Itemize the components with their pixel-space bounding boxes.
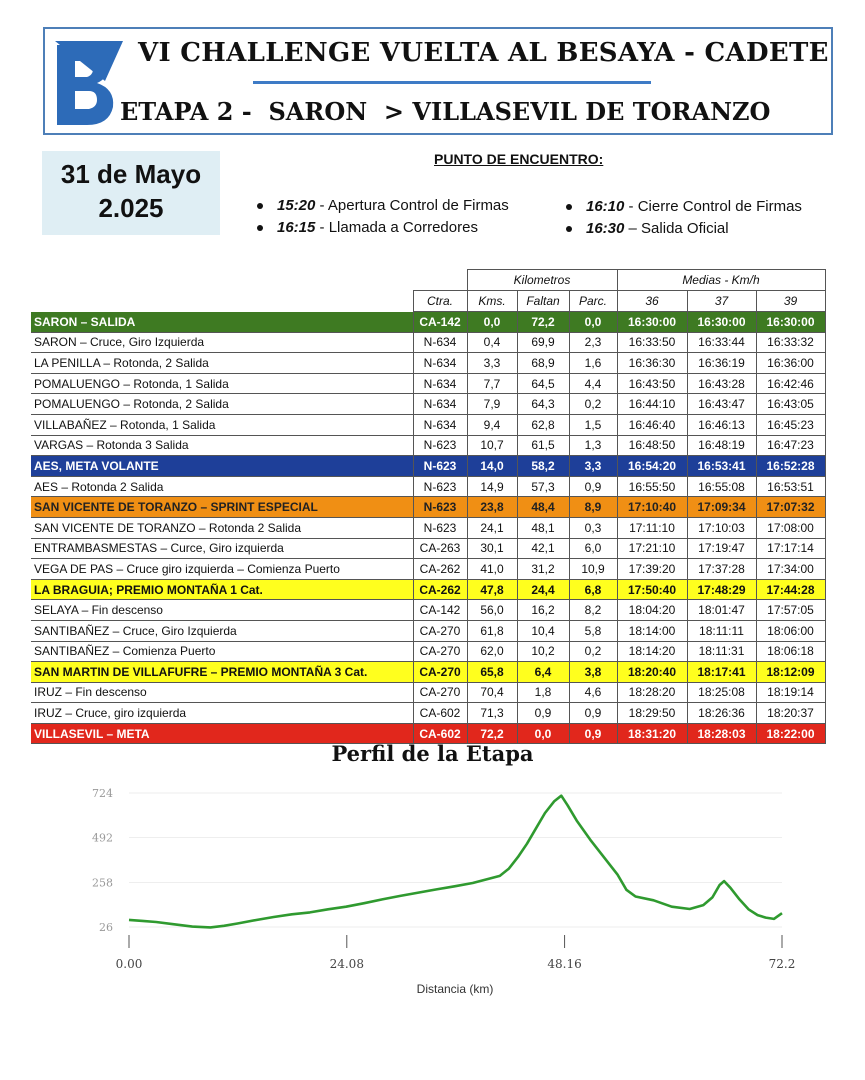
row-parc: 0,9 <box>569 703 617 724</box>
row-road: N-623 <box>413 517 467 538</box>
table-row <box>31 538 825 559</box>
row-road: N-634 <box>413 394 467 415</box>
table-row <box>31 332 825 353</box>
row-t36: 16:54:20 <box>617 456 687 477</box>
row-left: 72,2 <box>517 312 569 333</box>
profile-title: Perfil de la Etapa <box>331 741 534 766</box>
row-t36: 16:33:50 <box>617 332 687 353</box>
row-location: SAN VICENTE DE TORANZO – SPRINT ESPECIAL <box>31 497 413 518</box>
row-t39: 16:45:23 <box>756 414 825 435</box>
row-left: 48,1 <box>517 517 569 538</box>
row-location: ENTRAMBASMESTAS – Curce, Giro izquierda <box>31 538 413 559</box>
row-km: 30,1 <box>467 538 517 559</box>
row-t39: 17:07:32 <box>756 497 825 518</box>
row-t37: 16:43:28 <box>687 373 756 394</box>
col-kms: Kms. <box>467 291 517 312</box>
row-km: 14,9 <box>467 476 517 497</box>
row-location: POMALUENGO – Rotonda, 2 Salida <box>31 394 413 415</box>
schedule-time: 15:20 <box>277 197 316 214</box>
row-road: N-623 <box>413 497 467 518</box>
table-row <box>31 600 825 621</box>
row-km: 3,3 <box>467 353 517 374</box>
row-road: N-634 <box>413 353 467 374</box>
row-t37: 18:01:47 <box>687 600 756 621</box>
row-t39: 18:06:00 <box>756 620 825 641</box>
row-km: 7,9 <box>467 394 517 415</box>
x-tick-label: 72.2 <box>768 957 796 971</box>
row-road: CA-270 <box>413 662 467 683</box>
row-t39: 16:33:32 <box>756 332 825 353</box>
row-t39: 16:43:05 <box>756 394 825 415</box>
stage-title: ETAPA 2 - SARON > VILLASEVIL DE TORANZO <box>120 97 771 126</box>
row-parc: 0,2 <box>569 641 617 662</box>
table-row <box>31 579 825 600</box>
row-t39: 17:57:05 <box>756 600 825 621</box>
row-t39: 17:17:14 <box>756 538 825 559</box>
row-location: SELAYA – Fin descenso <box>31 600 413 621</box>
date-day: 31 de Mayo <box>60 159 202 189</box>
title-divider <box>253 81 651 84</box>
row-parc: 1,6 <box>569 353 617 374</box>
row-t39: 16:42:46 <box>756 373 825 394</box>
row-left: 48,4 <box>517 497 569 518</box>
row-location: SARON – Cruce, Giro Izquierda <box>31 332 413 353</box>
row-t37: 16:46:13 <box>687 414 756 435</box>
row-parc: 0,0 <box>569 312 617 333</box>
table-row <box>31 559 825 580</box>
row-left: 1,8 <box>517 682 569 703</box>
row-t36: 17:21:10 <box>617 538 687 559</box>
row-parc: 5,8 <box>569 620 617 641</box>
row-t39: 18:22:00 <box>756 723 825 744</box>
row-left: 58,2 <box>517 456 569 477</box>
row-parc: 3,3 <box>569 456 617 477</box>
row-t37: 18:28:03 <box>687 723 756 744</box>
row-road: N-623 <box>413 456 467 477</box>
bullet-icon <box>257 225 263 231</box>
row-t36: 16:48:50 <box>617 435 687 456</box>
row-t39: 16:47:23 <box>756 435 825 456</box>
row-parc: 1,5 <box>569 414 617 435</box>
row-t37: 18:17:41 <box>687 662 756 683</box>
row-location: LA PENILLA – Rotonda, 2 Salida <box>31 353 413 374</box>
date-year: 2.025 <box>98 193 164 223</box>
row-km: 14,0 <box>467 456 517 477</box>
row-km: 56,0 <box>467 600 517 621</box>
row-km: 70,4 <box>467 682 517 703</box>
schedule-text: – Salida Oficial <box>624 220 729 237</box>
y-tick-label: 26 <box>99 921 113 934</box>
row-location: AES, META VOLANTE <box>31 456 413 477</box>
y-tick-label: 492 <box>92 831 113 845</box>
row-t39: 18:12:09 <box>756 662 825 683</box>
row-km: 24,1 <box>467 517 517 538</box>
row-road: N-634 <box>413 332 467 353</box>
row-location: IRUZ – Fin descenso <box>31 682 413 703</box>
table-row <box>31 414 825 435</box>
schedule-text: - Cierre Control de Firmas <box>624 198 802 215</box>
row-t37: 17:37:28 <box>687 559 756 580</box>
row-t36: 16:46:40 <box>617 414 687 435</box>
row-km: 47,8 <box>467 579 517 600</box>
row-left: 6,4 <box>517 662 569 683</box>
row-location: IRUZ – Cruce, giro izquierda <box>31 703 413 724</box>
group-km: Kilometros <box>467 270 617 291</box>
col-39: 39 <box>756 291 825 312</box>
y-tick-label: 724 <box>92 787 113 800</box>
row-road: N-634 <box>413 414 467 435</box>
row-km: 62,0 <box>467 641 517 662</box>
row-road: CA-270 <box>413 620 467 641</box>
row-location: VARGAS – Rotonda 3 Salida <box>31 435 413 456</box>
x-tick-label: 0.00 <box>115 957 143 971</box>
row-parc: 6,8 <box>569 579 617 600</box>
schedule-item <box>257 197 509 214</box>
row-road: CA-602 <box>413 723 467 744</box>
row-left: 42,1 <box>517 538 569 559</box>
row-t39: 16:53:51 <box>756 476 825 497</box>
row-t37: 17:10:03 <box>687 517 756 538</box>
row-t39: 18:20:37 <box>756 703 825 724</box>
schedule-time: 16:15 <box>277 219 316 236</box>
row-road: CA-263 <box>413 538 467 559</box>
x-tick-label: 24.08 <box>329 957 364 971</box>
table-row <box>31 435 825 456</box>
row-parc: 10,9 <box>569 559 617 580</box>
row-road: CA-262 <box>413 579 467 600</box>
row-t37: 18:26:36 <box>687 703 756 724</box>
col-parc: Parc. <box>569 291 617 312</box>
row-t37: 16:43:47 <box>687 394 756 415</box>
table-row <box>31 394 825 415</box>
row-t37: 17:48:29 <box>687 579 756 600</box>
row-location: SANTIBAÑEZ – Comienza Puerto <box>31 641 413 662</box>
row-t37: 16:30:00 <box>687 312 756 333</box>
row-t36: 18:04:20 <box>617 600 687 621</box>
schedule-item <box>566 220 729 237</box>
table-group-header <box>31 270 825 291</box>
x-axis-label: Distancia (km) <box>416 982 494 996</box>
bullet-icon <box>566 226 572 232</box>
table-column-header <box>31 291 825 312</box>
row-t36: 16:30:00 <box>617 312 687 333</box>
row-t36: 16:36:30 <box>617 353 687 374</box>
row-left: 24,4 <box>517 579 569 600</box>
row-t37: 16:53:41 <box>687 456 756 477</box>
elevation-profile-chart <box>0 770 865 1000</box>
row-t39: 17:08:00 <box>756 517 825 538</box>
row-t39: 18:19:14 <box>756 682 825 703</box>
row-left: 68,9 <box>517 353 569 374</box>
schedule-item <box>566 198 802 215</box>
row-t39: 16:52:28 <box>756 456 825 477</box>
row-left: 69,9 <box>517 332 569 353</box>
row-t36: 17:11:10 <box>617 517 687 538</box>
table-row <box>31 620 825 641</box>
elevation-line <box>129 796 782 928</box>
row-t36: 17:50:40 <box>617 579 687 600</box>
date-box <box>42 151 220 235</box>
group-speed: Medias - Km/h <box>617 270 825 291</box>
row-location: SANTIBAÑEZ – Cruce, Giro Izquierda <box>31 620 413 641</box>
row-location: AES – Rotonda 2 Salida <box>31 476 413 497</box>
row-left: 16,2 <box>517 600 569 621</box>
row-km: 65,8 <box>467 662 517 683</box>
row-road: CA-142 <box>413 312 467 333</box>
row-parc: 0,3 <box>569 517 617 538</box>
row-parc: 0,2 <box>569 394 617 415</box>
table-row <box>31 312 825 333</box>
row-parc: 0,9 <box>569 476 617 497</box>
row-left: 62,8 <box>517 414 569 435</box>
row-parc: 1,3 <box>569 435 617 456</box>
event-title: VI CHALLENGE VUELTA AL BESAYA - CADETE <box>138 38 829 68</box>
row-parc: 8,9 <box>569 497 617 518</box>
table-row <box>31 476 825 497</box>
meeting-title: PUNTO DE ENCUENTRO: <box>434 151 604 167</box>
row-t37: 18:11:11 <box>687 620 756 641</box>
row-km: 10,7 <box>467 435 517 456</box>
row-t39: 18:06:18 <box>756 641 825 662</box>
row-parc: 8,2 <box>569 600 617 621</box>
row-parc: 4,4 <box>569 373 617 394</box>
col-ctra: Ctra. <box>413 291 467 312</box>
row-parc: 6,0 <box>569 538 617 559</box>
row-km: 0,0 <box>467 312 517 333</box>
row-t39: 16:36:00 <box>756 353 825 374</box>
row-location: SAN MARTIN DE VILLAFUFRE – PREMIO MONTAÑA 3 Cat. <box>31 662 413 683</box>
row-left: 0,9 <box>517 703 569 724</box>
table-row <box>31 662 825 683</box>
table-row <box>31 517 825 538</box>
bullet-icon <box>566 204 572 210</box>
row-left: 61,5 <box>517 435 569 456</box>
row-t37: 16:33:44 <box>687 332 756 353</box>
row-parc: 0,9 <box>569 723 617 744</box>
row-t36: 18:28:20 <box>617 682 687 703</box>
row-t39: 17:44:28 <box>756 579 825 600</box>
schedule-time: 16:30 <box>586 220 625 237</box>
col-36: 36 <box>617 291 687 312</box>
row-road: N-634 <box>413 373 467 394</box>
row-left: 10,4 <box>517 620 569 641</box>
x-tick-label: 48.16 <box>547 957 582 971</box>
row-t37: 16:48:19 <box>687 435 756 456</box>
table-row <box>31 682 825 703</box>
schedule-text: - Llamada a Corredores <box>315 219 478 236</box>
row-left: 10,2 <box>517 641 569 662</box>
row-km: 72,2 <box>467 723 517 744</box>
row-km: 7,7 <box>467 373 517 394</box>
row-left: 64,3 <box>517 394 569 415</box>
row-location: SAN VICENTE DE TORANZO – Rotonda 2 Salida <box>31 517 413 538</box>
row-t36: 18:29:50 <box>617 703 687 724</box>
table-row <box>31 353 825 374</box>
row-road: N-623 <box>413 476 467 497</box>
schedule-time: 16:10 <box>586 198 625 215</box>
row-parc: 4,6 <box>569 682 617 703</box>
row-t36: 18:20:40 <box>617 662 687 683</box>
row-km: 23,8 <box>467 497 517 518</box>
row-location: SARON – SALIDA <box>31 312 413 333</box>
row-t36: 16:55:50 <box>617 476 687 497</box>
row-left: 0,0 <box>517 723 569 744</box>
table-row <box>31 456 825 477</box>
row-road: CA-262 <box>413 559 467 580</box>
table-row <box>31 703 825 724</box>
row-t37: 16:55:08 <box>687 476 756 497</box>
row-t37: 18:11:31 <box>687 641 756 662</box>
row-left: 64,5 <box>517 373 569 394</box>
row-km: 41,0 <box>467 559 517 580</box>
col-37: 37 <box>687 291 756 312</box>
bullet-icon <box>257 203 263 209</box>
row-t36: 18:14:00 <box>617 620 687 641</box>
row-location: VILLABAÑEZ – Rotonda, 1 Salida <box>31 414 413 435</box>
route-table <box>31 269 826 744</box>
row-km: 0,4 <box>467 332 517 353</box>
row-t36: 17:10:40 <box>617 497 687 518</box>
row-t36: 16:44:10 <box>617 394 687 415</box>
row-road: CA-270 <box>413 682 467 703</box>
row-t36: 18:31:20 <box>617 723 687 744</box>
row-t37: 17:19:47 <box>687 538 756 559</box>
row-location: VILLASEVIL – META <box>31 723 413 744</box>
col-faltan: Faltan <box>517 291 569 312</box>
table-row <box>31 641 825 662</box>
table-row <box>31 373 825 394</box>
row-road: CA-270 <box>413 641 467 662</box>
row-t37: 17:09:34 <box>687 497 756 518</box>
row-road: CA-602 <box>413 703 467 724</box>
row-km: 71,3 <box>467 703 517 724</box>
row-parc: 2,3 <box>569 332 617 353</box>
y-tick-label: 258 <box>92 876 113 890</box>
row-t39: 16:30:00 <box>756 312 825 333</box>
row-location: POMALUENGO – Rotonda, 1 Salida <box>31 373 413 394</box>
schedule-item <box>257 219 478 236</box>
row-road: CA-142 <box>413 600 467 621</box>
row-location: VEGA DE PAS – Cruce giro izquierda – Comienza Puerto <box>31 559 413 580</box>
row-t37: 16:36:19 <box>687 353 756 374</box>
row-left: 31,2 <box>517 559 569 580</box>
row-km: 61,8 <box>467 620 517 641</box>
row-road: N-623 <box>413 435 467 456</box>
row-t39: 17:34:00 <box>756 559 825 580</box>
row-t36: 17:39:20 <box>617 559 687 580</box>
row-parc: 3,8 <box>569 662 617 683</box>
row-km: 9,4 <box>467 414 517 435</box>
row-t37: 18:25:08 <box>687 682 756 703</box>
row-location: LA BRAGUIA; PREMIO MONTAÑA 1 Cat. <box>31 579 413 600</box>
table-row <box>31 497 825 518</box>
row-left: 57,3 <box>517 476 569 497</box>
row-t36: 18:14:20 <box>617 641 687 662</box>
row-t36: 16:43:50 <box>617 373 687 394</box>
schedule-text: - Apertura Control de Firmas <box>315 197 509 214</box>
